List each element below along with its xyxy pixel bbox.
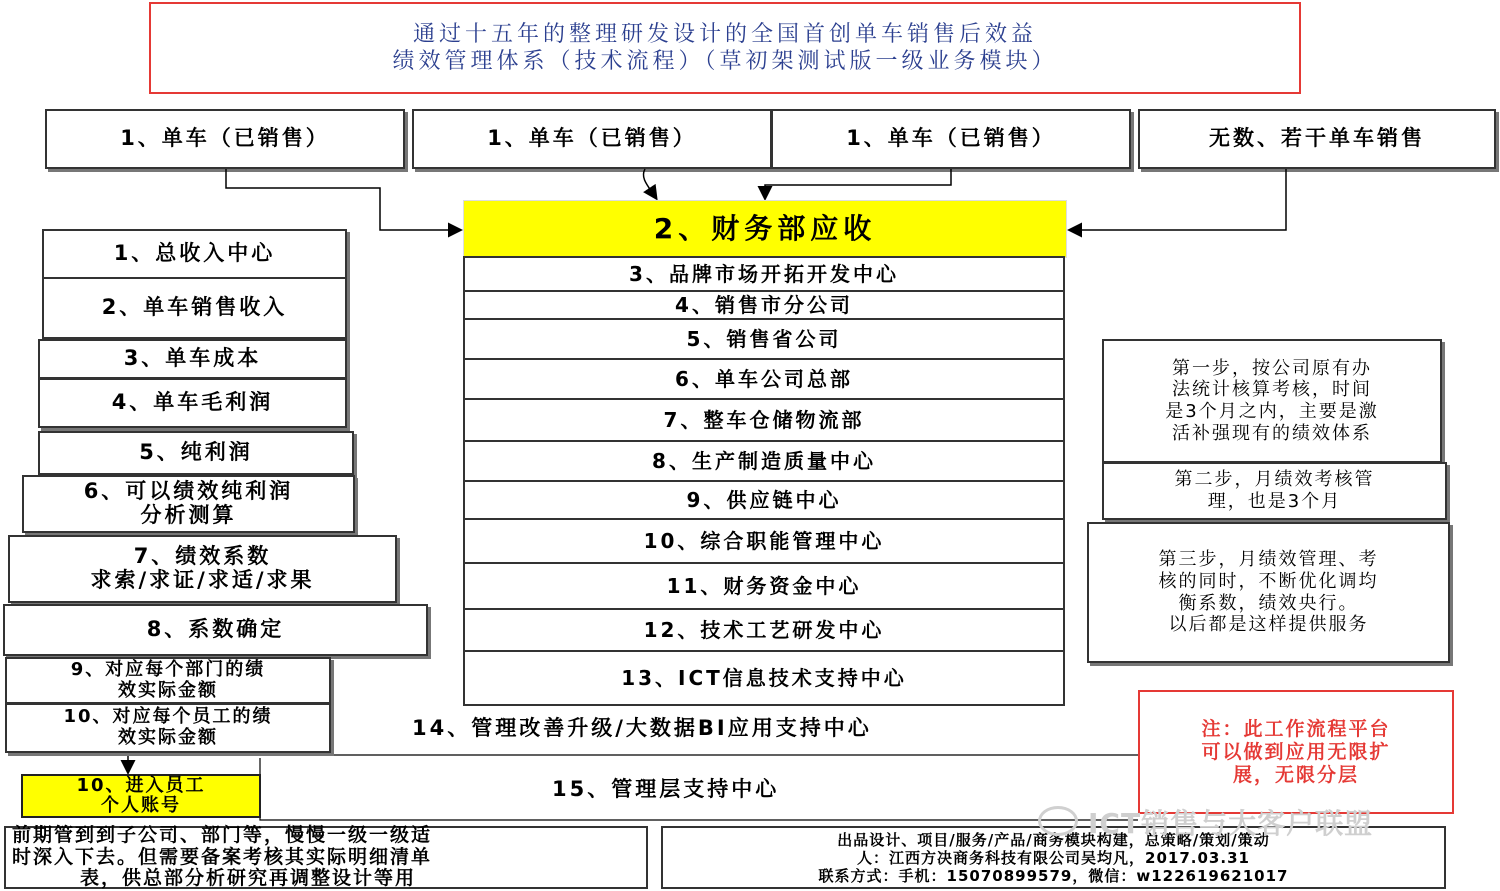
- center-row-label: 11、财务资金中心: [666, 573, 862, 598]
- center-row-8: [463, 440, 1065, 482]
- step-line: 以后都是这样提供服务: [1168, 614, 1369, 636]
- source-label: 1、单车（已销售）: [120, 126, 330, 151]
- left-step-3: [38, 339, 347, 379]
- finance-receivable-header: [463, 200, 1067, 258]
- left-step-1: [42, 229, 347, 279]
- left-step-4: [38, 378, 347, 428]
- step-line: 活补强现有的绩效体系: [1172, 422, 1372, 444]
- center-row-3: [463, 256, 1065, 292]
- title-line-1: 通过十五年的整理研发设计的全国首创单车销售后效益: [412, 21, 1037, 47]
- right-step-2: [1102, 462, 1447, 520]
- note-line: 注：此工作流程平台: [1201, 718, 1391, 740]
- left-step-line-1: 8、系数确定: [146, 617, 285, 642]
- source-label: 无数、若干单车销售: [1209, 126, 1425, 151]
- center-header-label: 2、财务部应收: [653, 212, 877, 246]
- center-row-5: [463, 318, 1065, 360]
- source-label: 1、单车（已销售）: [846, 126, 1056, 151]
- center-row-15: 15、管理层支持中心: [552, 777, 780, 801]
- author-line: 联系方式：手机：15070899579，微信：w122619621017: [818, 866, 1289, 885]
- center-row-label: 9、供应链中心: [686, 487, 842, 512]
- left-step-line-1: 4、单车毛利润: [111, 390, 274, 415]
- bottom-left-note: [4, 823, 648, 890]
- employee-account-box: [21, 774, 261, 818]
- center-row-label: 4、销售市分公司: [675, 292, 853, 317]
- step-line: 第一步，按公司原有办: [1172, 357, 1372, 379]
- left-step-line-1: 3、单车成本: [123, 346, 262, 371]
- left-step-2: [42, 277, 347, 339]
- left-step-7: [8, 535, 397, 603]
- watermark-text: ICT销售与大客户联盟: [1088, 807, 1374, 840]
- employee-account-line-1: 10、进入员工: [76, 775, 206, 797]
- center-row-13: [463, 650, 1065, 706]
- left-step-line-1: 5、纯利润: [139, 440, 253, 465]
- author-line: 人：江西方决商务科技有限公司吴均凡，2017.03.31: [857, 848, 1250, 867]
- center-row-4: [463, 290, 1065, 320]
- center-row-label: 10、综合职能管理中心: [643, 528, 885, 553]
- right-step-3: [1087, 522, 1450, 663]
- step-line: 第二步，月绩效考核管: [1174, 469, 1375, 491]
- center-row-label: 5、销售省公司: [686, 326, 842, 351]
- left-step-line-2: 求索/求证/求适/求果: [90, 568, 315, 592]
- center-row-label: 12、技术工艺研发中心: [643, 617, 885, 642]
- left-step-line-2: 效实际金额: [118, 679, 218, 701]
- center-row-10: [463, 518, 1065, 564]
- step-line: 第三步，月绩效管理、考: [1158, 549, 1379, 571]
- center-row-12: [463, 608, 1065, 652]
- bottom-left-line: 表，供总部分析研究再调整设计等用: [80, 867, 417, 890]
- source-label: 1、单车（已销售）: [487, 126, 697, 151]
- note-line: 可以做到应用无限扩: [1201, 740, 1391, 763]
- center-row-label: 13、ICT信息技术支持中心: [621, 665, 907, 690]
- left-step-line-1: 2、单车销售收入: [101, 295, 288, 320]
- left-step-5: [38, 431, 354, 475]
- center-row-label: 3、品牌市场开拓开发中心: [629, 261, 899, 286]
- wechat-icon: [1038, 806, 1078, 836]
- center-row-14: 14、管理改善升级/大数据BI应用支持中心: [412, 716, 872, 740]
- left-step-line-1: 10、对应每个员工的绩: [63, 706, 273, 728]
- connector-source-1: [226, 169, 460, 230]
- left-step-line-2: 分析测算: [140, 503, 237, 527]
- left-step-line-1: 9、对应每个部门的绩: [70, 658, 266, 680]
- left-step-10: [5, 703, 331, 753]
- left-step-9: [5, 657, 331, 704]
- connector-source-4: [1070, 169, 1286, 230]
- note-box: [1138, 690, 1454, 814]
- author-line: 出品设计、项目/服务/产品/商务模块构建，总策略/策划/策动: [837, 830, 1270, 849]
- step-line: 法统计核算考核，时间: [1172, 379, 1372, 401]
- step-line: 是3个月之内，主要是激: [1165, 401, 1379, 422]
- connector-source-3: [765, 169, 951, 198]
- bottom-left-line: 前期管到到子公司、部门等，慢慢一级一级适: [12, 823, 433, 846]
- left-step-line-1: 6、可以绩效纯利润: [83, 479, 294, 504]
- right-step-1: [1102, 339, 1442, 463]
- center-row-label: 8、生产制造质量中心: [652, 448, 876, 473]
- left-step-line-2: 效实际金额: [118, 727, 218, 748]
- left-step-line-1: 7、绩效系数: [133, 544, 272, 569]
- center-row-label: 6、单车公司总部: [675, 366, 853, 391]
- title-line-2: 绩效管理体系（技术流程）（草初架测试版一级业务模块）: [392, 49, 1058, 74]
- left-step-line-1: 1、总收入中心: [113, 241, 276, 266]
- employee-account-line-2: 个人账号: [101, 795, 181, 816]
- left-step-6: [22, 475, 355, 533]
- center-row-9: [463, 480, 1065, 520]
- step-line: 核的同时，不断优化调均: [1158, 570, 1379, 592]
- note-line: 展，无限分层: [1232, 763, 1359, 786]
- connector-source-2: [643, 169, 656, 198]
- step-line: 衡系数，绩效央行。: [1178, 592, 1359, 614]
- center-row-6: [463, 358, 1065, 400]
- center-row-11: [463, 562, 1065, 610]
- center-row-label: 7、整车仓储物流部: [663, 407, 865, 432]
- step-line: 理，也是3个月: [1207, 491, 1342, 512]
- left-step-8: [3, 604, 428, 656]
- center-row-7: [463, 398, 1065, 442]
- bottom-left-line: 时深入下去。但需要备案考核其实际明细清单: [12, 845, 433, 868]
